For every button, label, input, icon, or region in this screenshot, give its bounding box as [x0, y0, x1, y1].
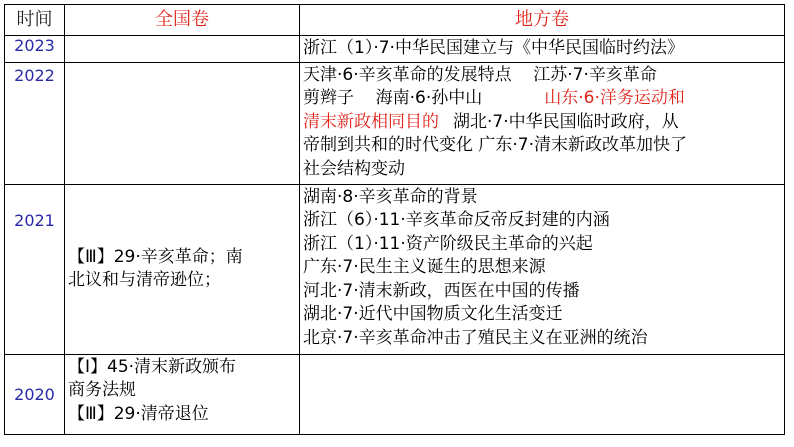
- table-row-2021: [5, 184, 785, 354]
- national-line: 北议和与清帝逊位；: [68, 270, 221, 290]
- year-cell: 2023: [5, 36, 65, 63]
- local-line: 浙江（6）·11·辛亥革命反帝反封建的内涵: [303, 210, 610, 230]
- national-cell: [65, 184, 300, 354]
- local-line-highlight: 山东·6·洋务运动和: [544, 88, 685, 108]
- local-cell: [300, 184, 785, 354]
- table-row-2023: [5, 36, 785, 63]
- local-line-highlight: 清末新政相同目的: [303, 111, 439, 132]
- year-cell: 2021: [5, 184, 65, 354]
- national-line: 【Ⅰ】45·清末新政颁布: [68, 356, 237, 377]
- national-line: 【Ⅲ】29·辛亥革命；南: [68, 246, 243, 267]
- local-line: 广东·7·民生主义诞生的思想来源: [303, 257, 546, 277]
- header-national: 全国卷: [65, 5, 300, 36]
- local-line: [303, 111, 781, 135]
- local-cell: [300, 36, 785, 63]
- local-line: 湖南·8·辛亥革命的背景: [303, 186, 478, 207]
- table-header-row: [5, 5, 785, 36]
- local-line: 河北·7·清末新政，西医在中国的传播: [303, 280, 580, 301]
- local-cell: [300, 354, 785, 434]
- local-line: 天津·6·辛亥革命的发展特点 江苏·7·辛亥革命: [303, 64, 657, 85]
- header-time: 时间: [5, 5, 65, 36]
- local-line: 社会结构变动: [303, 158, 405, 179]
- local-line: 帝制到共和的时代变化 广东·7·清末新政改革加快了: [303, 135, 688, 155]
- year-cell: 2020: [5, 354, 65, 434]
- local-line: 浙江（1）·7·中华民国建立与《中华民国临时约法》: [303, 38, 684, 58]
- table-row-2020: [5, 354, 785, 434]
- national-cell: [65, 36, 300, 63]
- local-line: 浙江（1）·11·资产阶级民主革命的兴起: [303, 233, 593, 254]
- local-line: 湖北·7·近代中国物质文化生活变迁: [303, 304, 563, 324]
- local-line-text: 剪辫子 海南·6·孙中山: [303, 88, 483, 108]
- header-local: 地方卷: [300, 5, 785, 36]
- year-cell: 2022: [5, 62, 65, 184]
- national-cell: [65, 62, 300, 184]
- local-line: 北京·7·辛亥革命冲击了殖民主义在亚洲的统治: [303, 327, 648, 348]
- local-line-text: 湖北·7·中华民国临时政府，从: [453, 111, 679, 132]
- local-cell: [300, 62, 785, 184]
- national-line: 商务法规: [68, 380, 136, 400]
- national-cell: [65, 354, 300, 434]
- exam-topic-table: [4, 4, 785, 435]
- table-row-2022: [5, 62, 785, 184]
- local-line: [303, 87, 781, 111]
- national-line: 【Ⅲ】29·清帝退位: [68, 403, 209, 424]
